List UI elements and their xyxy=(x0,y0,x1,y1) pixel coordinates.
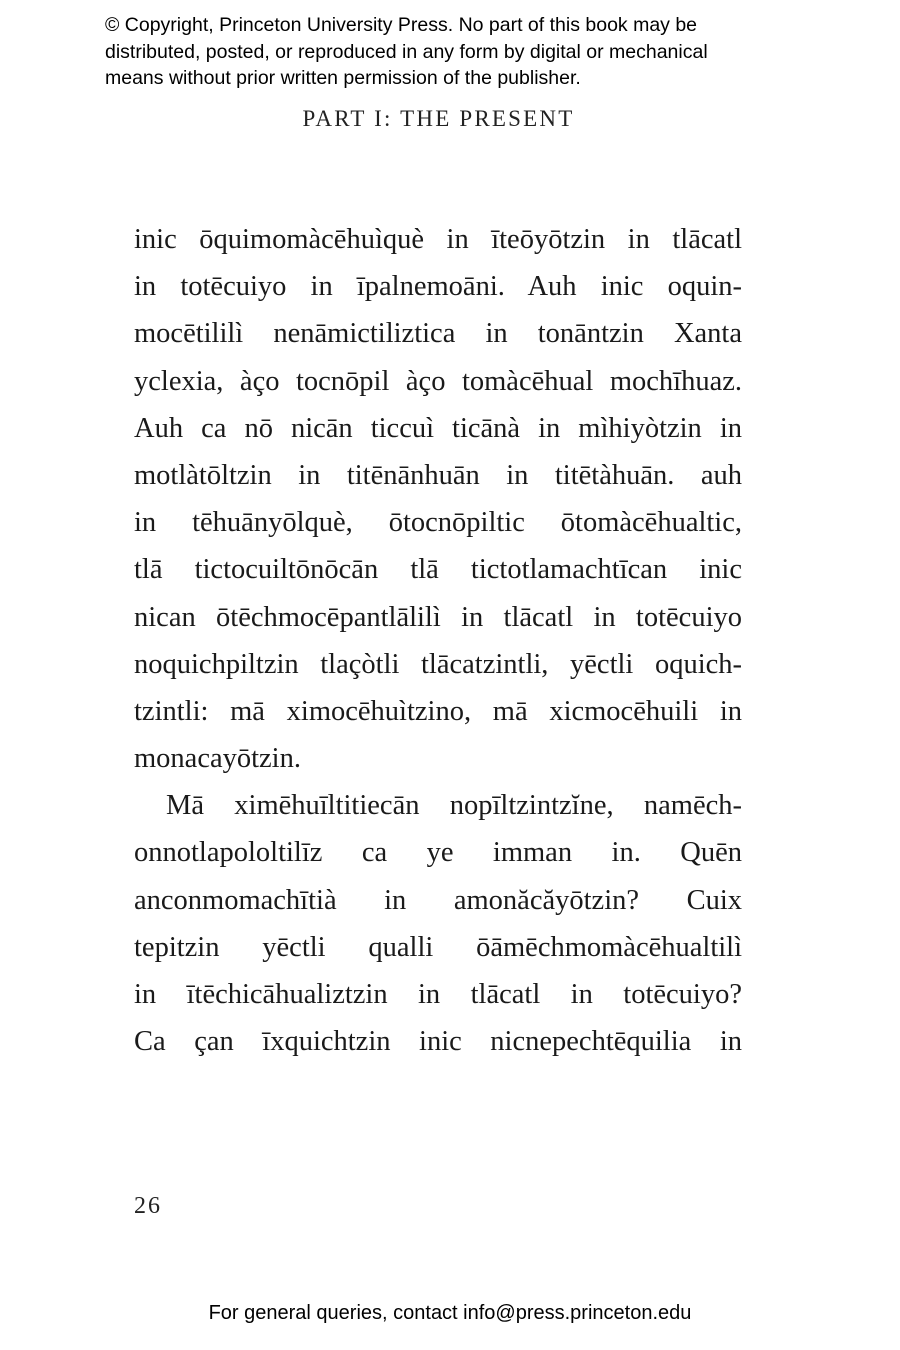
copyright-line: © Copyright, Princeton University Press. No part of this book may be xyxy=(105,14,698,36)
text-line: onnotlapololtilīz ca ye imman in. Quēn xyxy=(134,837,742,869)
text-line: in totēcuiyo in īpalnemoāni. Auh inic oquin- xyxy=(134,271,742,303)
paragraph-1 xyxy=(134,216,742,782)
copyright-notice xyxy=(105,12,825,92)
running-head: PART I: THE PRESENT xyxy=(302,106,575,131)
text-line: tlā tictocuiltōnōcān tlā tictotlamachtīcan inic xyxy=(134,554,742,586)
text-line: Auh ca nō nicān ticcuì ticānà in mìhiyòtzin in xyxy=(134,412,742,444)
text-line: Ca çan īxquichtzin inic nicnepechtēquilia in xyxy=(134,1026,742,1058)
text-line: tepitzin yēctli qualli ōāmēchmomàcēhualtilì xyxy=(134,931,742,963)
copyright-line: means without prior written permission of the publisher. xyxy=(105,67,581,89)
text-line: noquichpiltzin tlaçòtli tlācatzintli, yēctli oquich- xyxy=(134,648,742,680)
text-line: inic ōquimomàcēhuìquè in īteōyōtzin in tlācatl xyxy=(134,224,742,255)
text-line: Mā ximēhuīltitiecān nopīltzintzĭne, namēch- xyxy=(166,790,742,822)
body-text xyxy=(134,216,742,1065)
text-line: motlàtōltzin in titēnānhuān in titētàhuān. auh xyxy=(134,459,742,491)
footer-contact-note: For general queries, contact info@press.princeton.edu xyxy=(208,1302,692,1324)
text-line: in ītēchicāhualiztzin in tlācatl in totēcuiyo? xyxy=(134,979,742,1010)
text-line: monacayōtzin. xyxy=(134,743,301,775)
text-line: in tēhuānyōlquè, ōtocnōpiltic ōtomàcēhualtic, xyxy=(134,507,742,539)
copyright-line: distributed, posted, or reproduced in any form by digital or mechanical xyxy=(105,40,708,63)
text-line: tzintli: mā ximocēhuìtzino, mā xicmocēhuili in xyxy=(134,695,742,727)
paragraph-2 xyxy=(134,782,742,1065)
page-number: 26 xyxy=(134,1193,162,1219)
text-line: mocētililì nenāmictiliztica in tonāntzin Xanta xyxy=(134,318,742,350)
text-line: yclexia, àço tocnōpil àço tomàcēhual mochīhuaz. xyxy=(134,365,742,397)
text-line: nican ōtēchmocēpantlālilì in tlācatl in totēcuiyo xyxy=(134,601,742,633)
text-line: anconmomachītià in amonăcăyōtzin? Cuix xyxy=(134,884,742,916)
